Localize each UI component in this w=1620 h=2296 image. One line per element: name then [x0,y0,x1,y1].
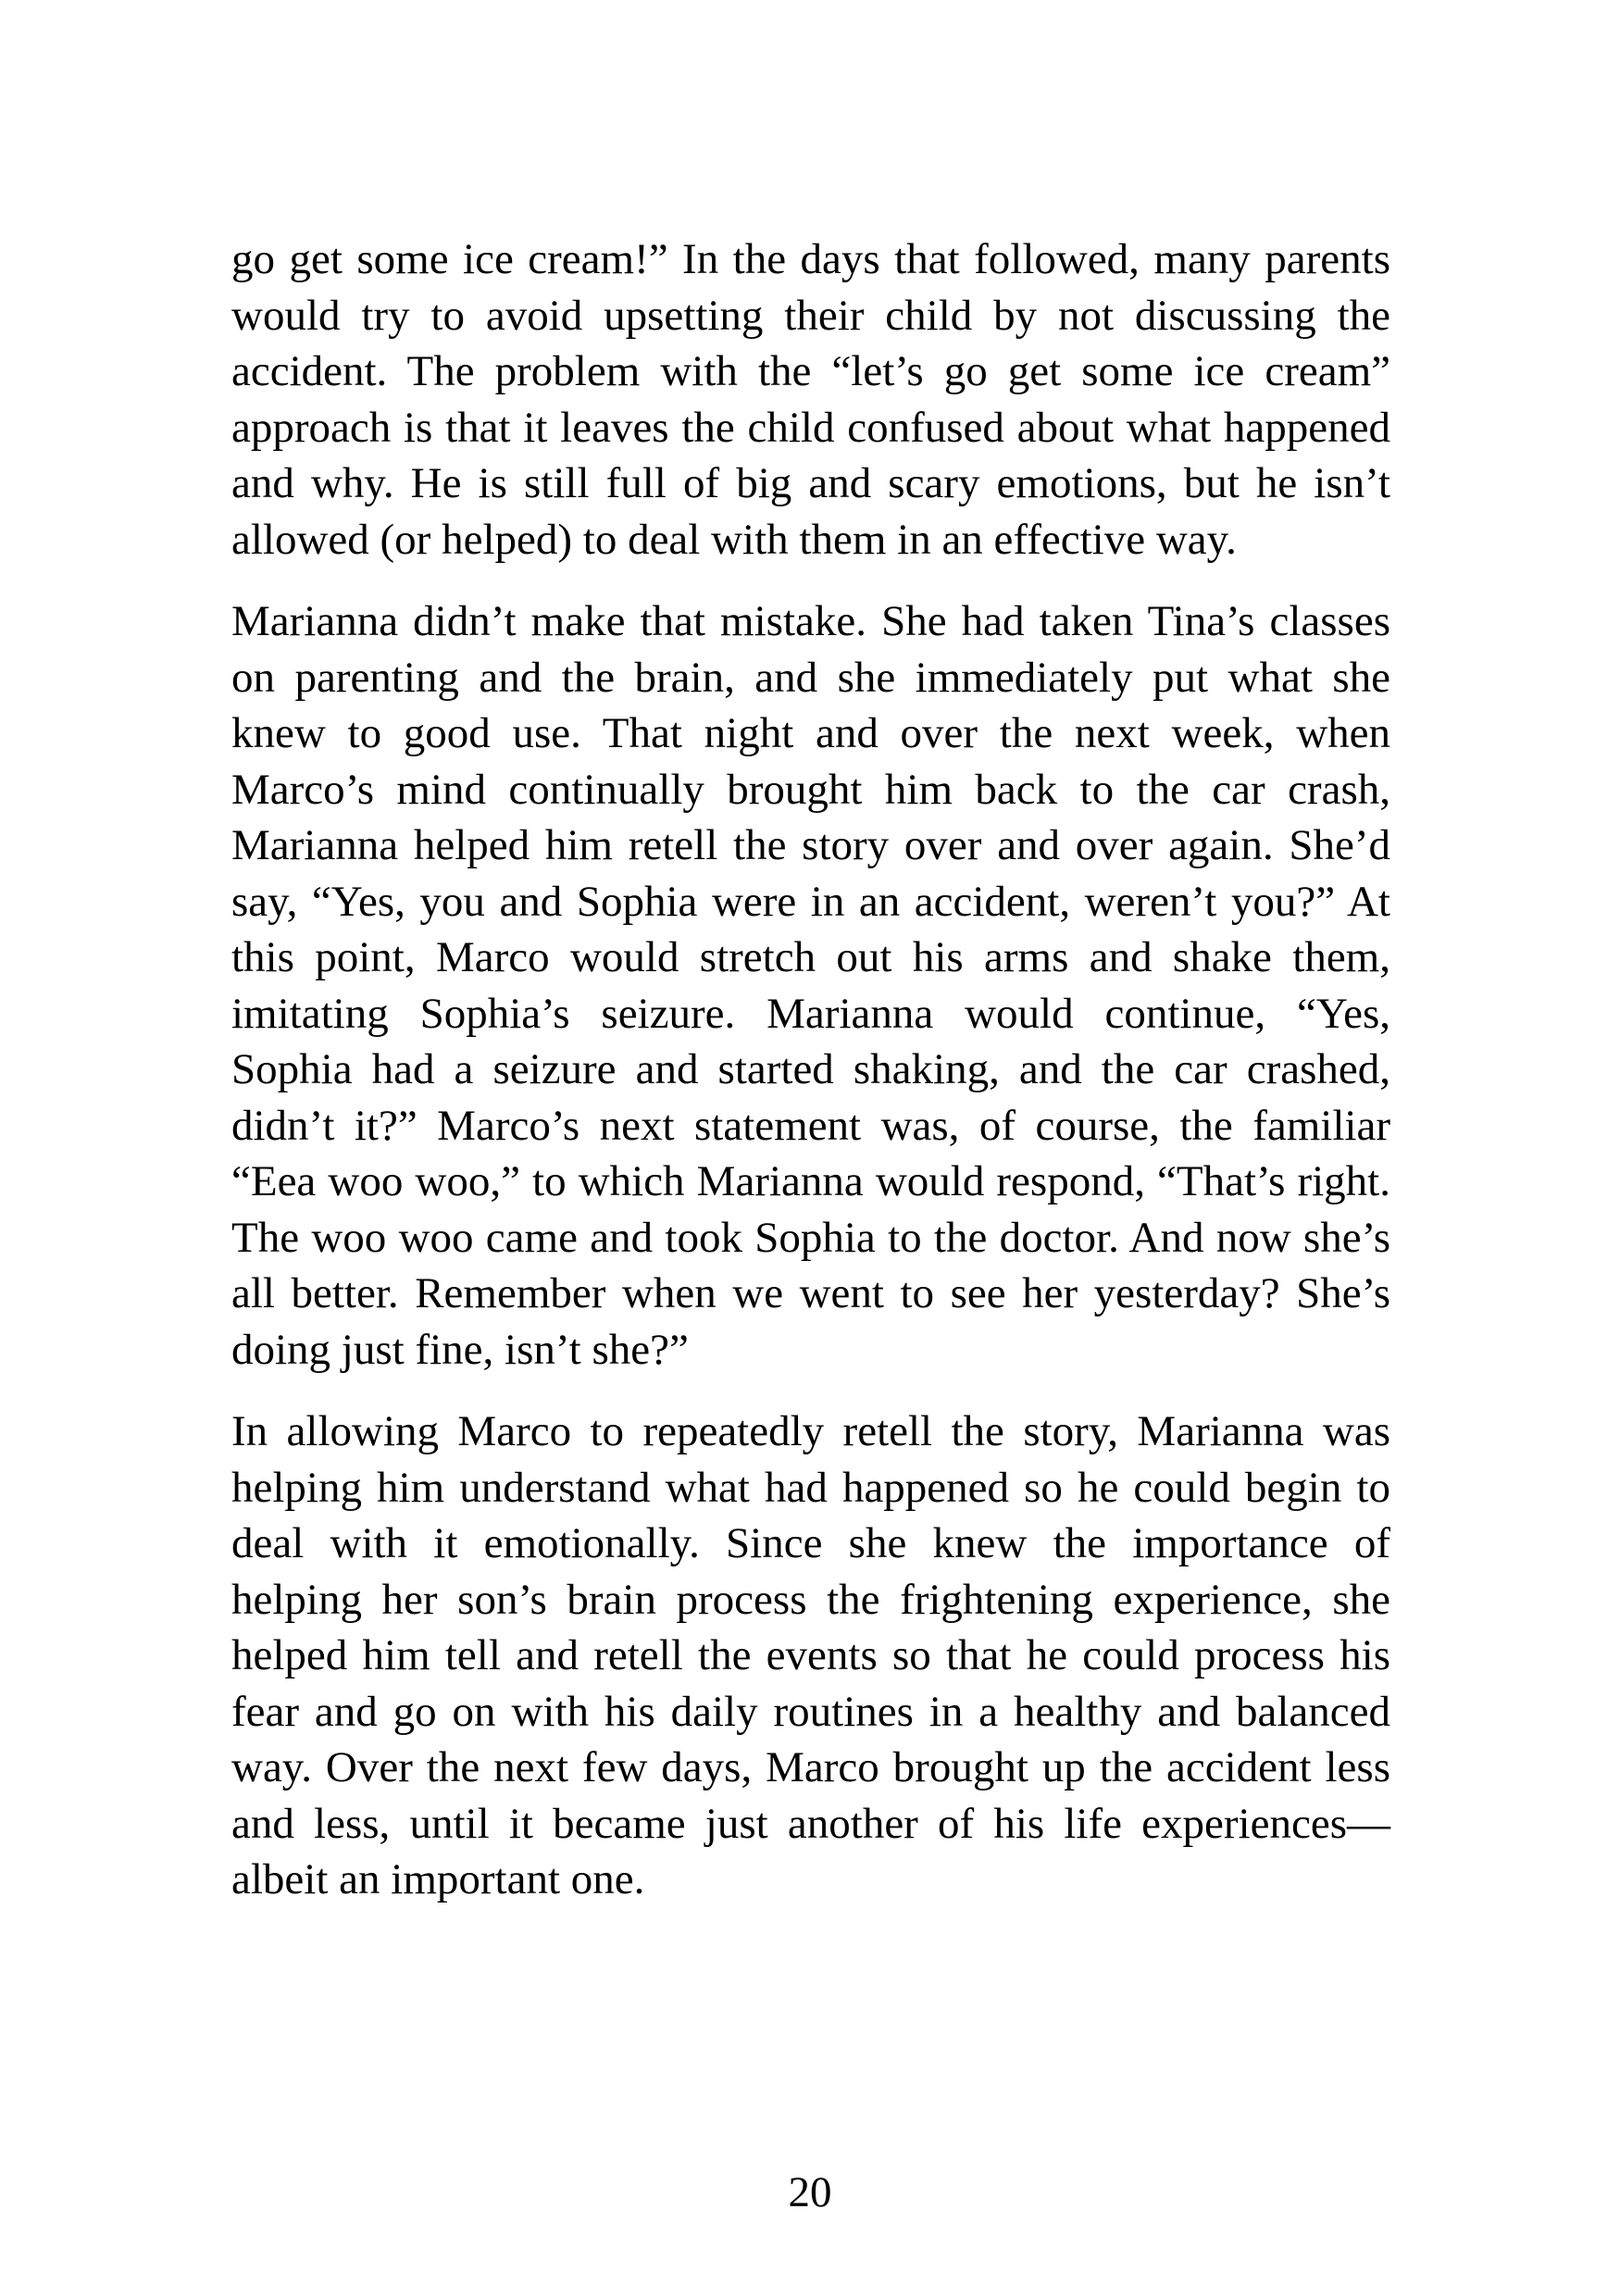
paragraph-3: In allowing Marco to repeatedly retell the story, Marianna was helping him understand what had happened so he could begin to deal with it emotionally. Since she knew the importance of helping her son’s brain process the frightening experience, she helped him tell and retell the events so that he could process his fear and go on with his daily routines in a healthy and balanced way. Over the next few days, Marco brought up the accident less and less, until it became just another of his life experiences—albeit an important one. [231,1407,1390,1903]
paragraph-2: Marianna didn’t make that mistake. She had taken Tina’s classes on parenting and the brain, and she immediately put what she knew to good use. That night and over the next week, when Marco’s mind continually brought him back to the car crash, Marianna helped him retell the story over and over again. She’d say, “Yes, you and Sophia were in an accident, weren’t you?” At this point, Marco would stretch out his arms and shake them, imitating Sophia’s seizure. Marianna would continue, “Yes, Sophia had a seizure and started shaking, and the car crashed, didn’t it?” Marco’s next statement was, of course, the familiar “Eea woo woo,” to which Marianna would respond, “That’s right. The woo woo came and took Sophia to the doctor. And now she’s all better. Remember when we went to see her yesterday? She’s doing just fine, isn’t she?” [231,597,1390,1374]
body-text [231,231,1390,1934]
page-number: 20 [788,2168,832,2216]
paragraph-1: go get some ice cream!” In the days that followed, many parents would try to avoid upsetting their child by not discussing the accident. The problem with the “let’s go get some ice cream” approach is that it leaves the child confused about what happened and why. He is still full of big and scary emotions, but he isn’t allowed (or helped) to deal with them in an effective way. [231,235,1390,564]
